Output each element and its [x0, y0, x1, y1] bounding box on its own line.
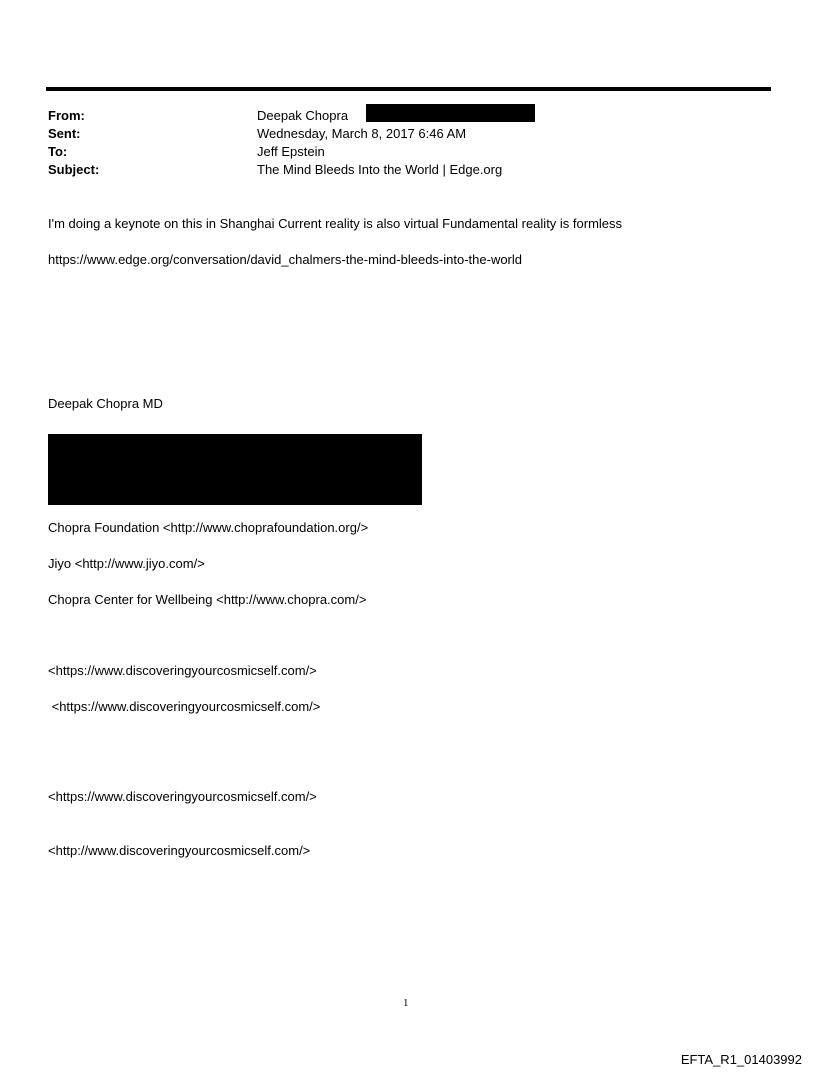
- page-number: 1: [403, 997, 409, 1009]
- subject-value: The Mind Bleeds Into the World | Edge.org: [257, 162, 503, 177]
- to-value: Jeff Epstein: [257, 144, 325, 159]
- bates-number: EFTA_R1_01403992: [680, 1052, 802, 1067]
- from-label: From:: [48, 108, 85, 123]
- message-text: I'm doing a keynote on this in Shanghai Current reality is also virtual Fundamental reality is formless: [48, 216, 623, 231]
- subject-label: Subject:: [48, 162, 100, 177]
- cosmic-self-link-3[interactable]: <https://www.discoveringyourcosmicself.com/>: [48, 789, 317, 804]
- redaction-signature-block: [48, 434, 422, 505]
- from-value: Deepak Chopra: [257, 108, 349, 123]
- signature-name: Deepak Chopra MD: [48, 396, 163, 411]
- sent-value: Wednesday, March 8, 2017 6:46 AM: [257, 126, 467, 141]
- cosmic-self-link-2[interactable]: <https://www.discoveringyourcosmicself.com/>: [48, 699, 321, 714]
- redaction-from-email: [366, 104, 535, 122]
- header-rule: [46, 87, 771, 91]
- jiyo-link[interactable]: Jiyo <http://www.jiyo.com/>: [48, 556, 205, 571]
- sent-label: Sent:: [48, 126, 81, 141]
- to-label: To:: [48, 144, 68, 159]
- article-link[interactable]: https://www.edge.org/conversation/david_chalmers-the-mind-bleeds-into-the-world: [48, 252, 523, 267]
- cosmic-self-link-1[interactable]: <https://www.discoveringyourcosmicself.com/>: [48, 663, 317, 678]
- chopra-foundation-link[interactable]: Chopra Foundation <http://www.choprafoundation.org/>: [48, 520, 369, 535]
- chopra-center-link[interactable]: Chopra Center for Wellbeing <http://www.chopra.com/>: [48, 592, 367, 607]
- cosmic-self-link-4[interactable]: <http://www.discoveringyourcosmicself.com/>: [48, 843, 311, 858]
